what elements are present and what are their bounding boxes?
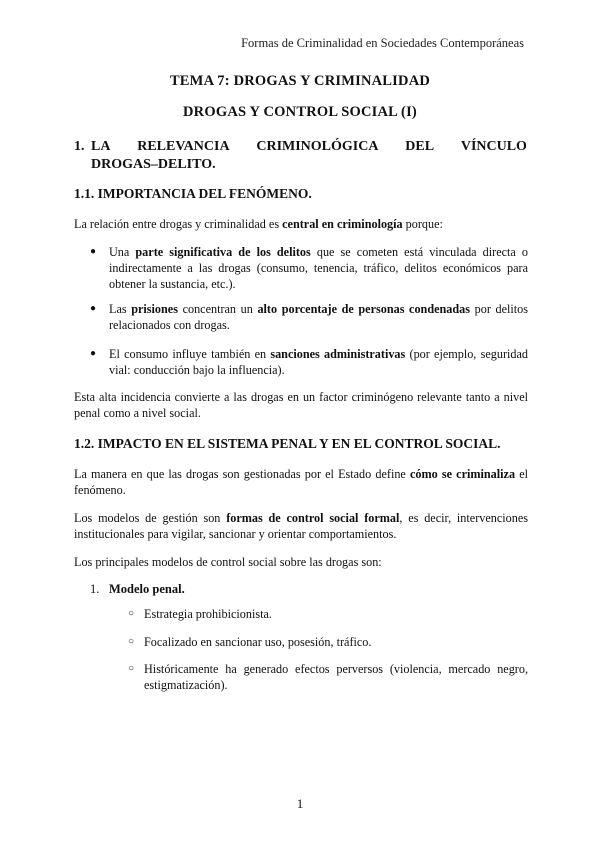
circle-bullet-icon: ○ xyxy=(128,663,135,674)
topic-subtitle: DROGAS Y CONTROL SOCIAL (I) xyxy=(183,104,417,120)
section-1-heading-line1 xyxy=(91,138,527,156)
model-title: Modelo penal. xyxy=(109,582,185,596)
sub-list-item: ○ Históricamente ha generado efectos perversos (violencia, mercado negro, estigmatización). xyxy=(128,662,528,692)
bullet-icon: ● xyxy=(90,348,97,359)
sub-list-item: ○ Focalizado en sancionar uso, posesión, tráfico. xyxy=(128,635,372,649)
heading-word: VÍNCULO xyxy=(460,139,527,154)
section-1-heading xyxy=(74,138,527,174)
sub-list-item: ○ Estrategia prohibicionista. xyxy=(128,607,272,621)
circle-bullet-icon: ○ xyxy=(128,608,135,619)
bullet-icon: ● xyxy=(90,303,97,314)
list-item: ● Una parte significativa de los delitos que se cometen está vinculada directa o indirectamente a las drogas (consumo, tenencia, tráfico, delitos económicos para obtener la sustancia, etc.). xyxy=(90,245,529,291)
section-1-heading-line2: DROGAS–DELITO. xyxy=(91,157,216,172)
s12-paragraph-2: Los modelos de gestión son formas de control social formal, es decir, intervenciones institucionales para vigilar, sancionar y orientar comportamientos. xyxy=(74,511,528,541)
model-number: 1. xyxy=(90,582,100,596)
subsection-1-1-heading: 1.1. IMPORTANCIA DEL FENÓMENO. xyxy=(74,186,312,201)
bullet-icon: ● xyxy=(90,246,97,257)
heading-word: CRIMINOLÓGICA xyxy=(256,139,379,154)
heading-word: DEL xyxy=(405,139,435,154)
heading-word: RELEVANCIA xyxy=(137,139,230,154)
running-header: Formas de Criminalidad en Sociedades Contemporáneas xyxy=(241,36,524,50)
heading-word: LA xyxy=(91,139,111,154)
topic-title: TEMA 7: DROGAS Y CRIMINALIDAD xyxy=(169,73,431,89)
s12-paragraph-3: Los principales modelos de control social sobre las drogas son: xyxy=(74,555,382,569)
s12-paragraph-1: La manera en que las drogas son gestionadas por el Estado define cómo se criminaliza el fenómeno. xyxy=(74,467,528,497)
section-1-number: 1. xyxy=(74,139,85,154)
list-item: ● El consumo influye también en sanciones administrativas (por ejemplo, seguridad vial: conducción bajo la influencia). xyxy=(90,347,528,377)
s11-closing: Esta alta incidencia convierte a las drogas en un factor criminógeno relevante tanto a nivel penal como a nivel social. xyxy=(74,390,528,420)
subsection-1-2-heading: 1.2. IMPACTO EN EL SISTEMA PENAL Y EN EL CONTROL SOCIAL. xyxy=(74,436,501,451)
model-item xyxy=(90,582,185,597)
circle-bullet-icon: ○ xyxy=(128,636,135,647)
list-item: ● Las prisiones concentran un alto porcentaje de personas condenadas por delitos relacionados con drogas. xyxy=(90,302,528,332)
page-number: 1 xyxy=(296,796,304,811)
s11-intro: La relación entre drogas y criminalidad es central en criminología porque: xyxy=(74,217,443,231)
